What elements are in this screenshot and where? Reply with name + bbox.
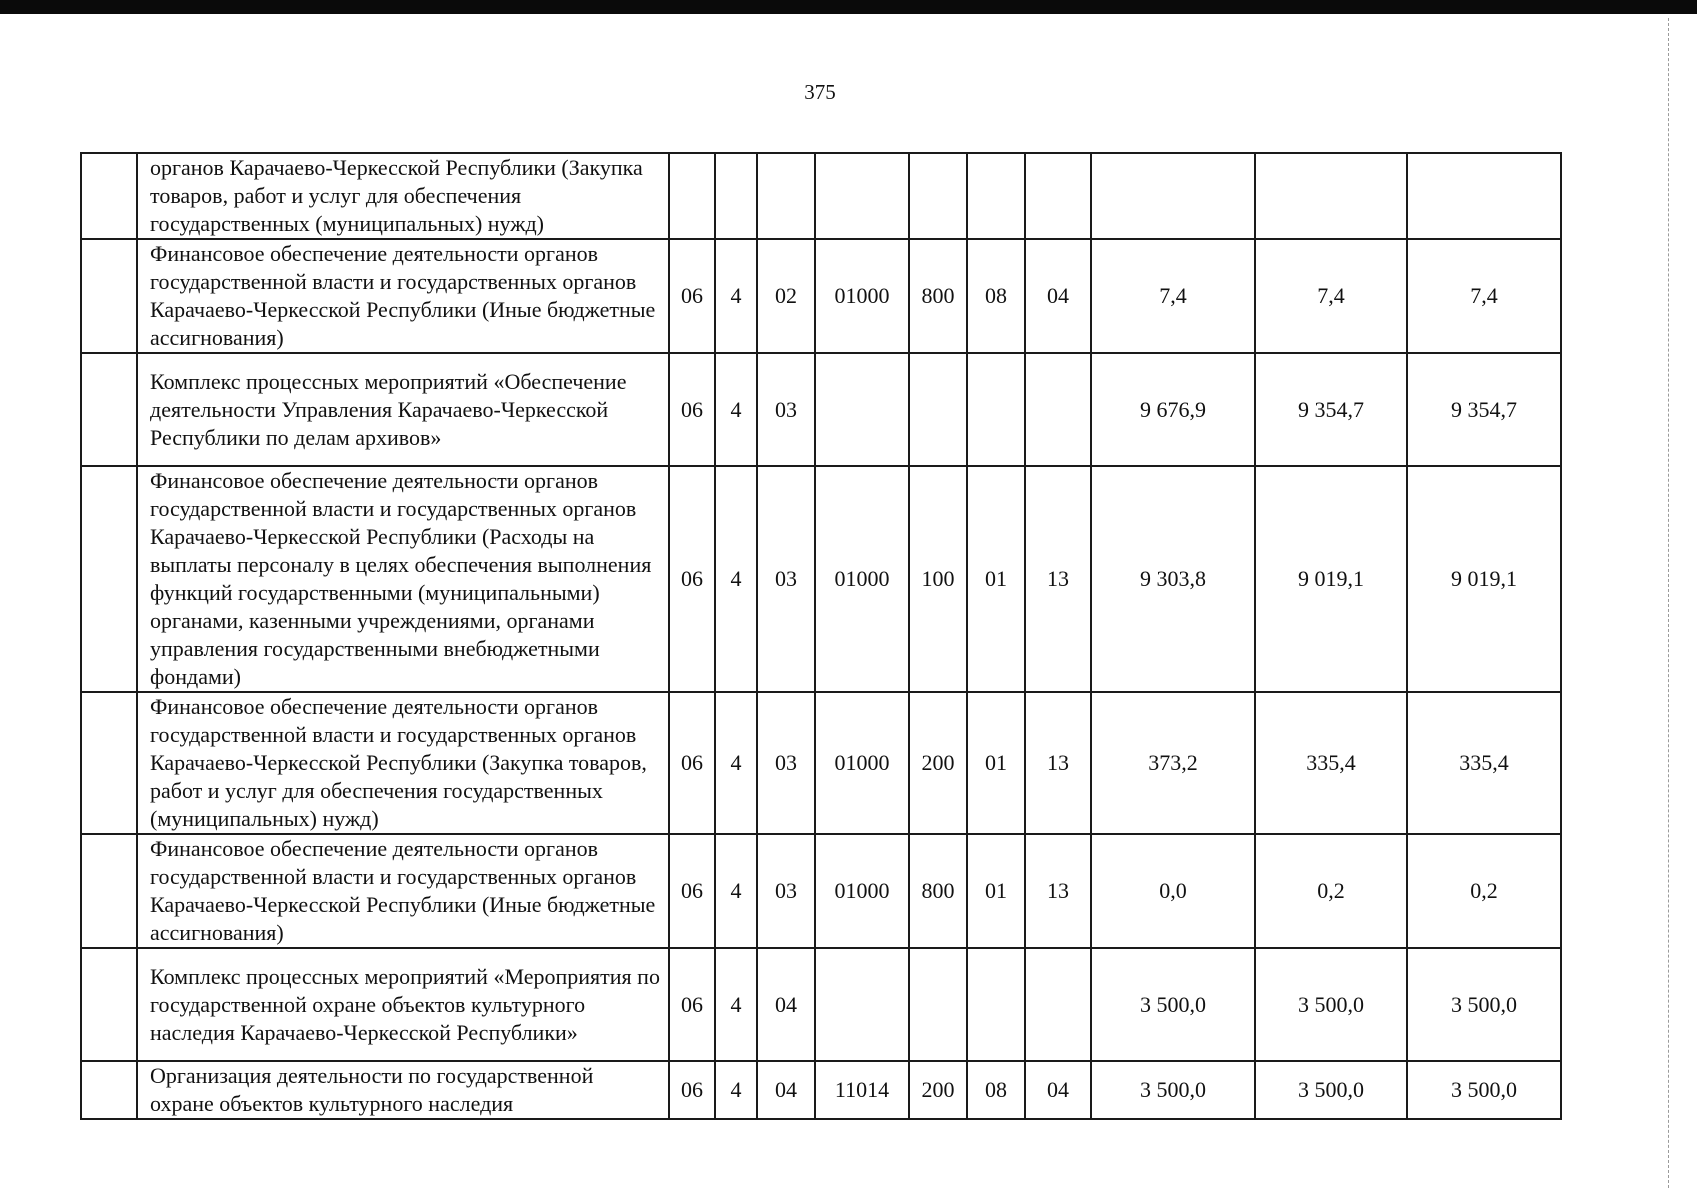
amount-cell-2: 3 500,0 <box>1255 1061 1407 1119</box>
code-cell-3: 03 <box>757 466 815 692</box>
code-cell-5: 800 <box>909 834 967 948</box>
table-row <box>81 834 1561 948</box>
table-row <box>81 692 1561 834</box>
amount-cell-3: 9 019,1 <box>1407 466 1561 692</box>
code-cell-7: 04 <box>1025 1061 1091 1119</box>
amount-cell-3: 0,2 <box>1407 834 1561 948</box>
amount-cell-2: 7,4 <box>1255 239 1407 353</box>
code-cell-1: 06 <box>669 948 715 1061</box>
code-cell-4: 01000 <box>815 692 909 834</box>
amount-cell-3 <box>1407 153 1561 239</box>
code-cell-4: 01000 <box>815 834 909 948</box>
page-number: 375 <box>804 80 836 104</box>
code-cell-6: 01 <box>967 834 1025 948</box>
code-cell-1: 06 <box>669 466 715 692</box>
code-cell-4 <box>815 353 909 466</box>
code-cell-2: 4 <box>715 948 757 1061</box>
row-number-cell <box>81 692 137 834</box>
code-cell-2: 4 <box>715 353 757 466</box>
row-number-cell <box>81 466 137 692</box>
code-cell-1: 06 <box>669 353 715 466</box>
item-name-cell: Комплекс процессных мероприятий «Мероприятия по государственной охране объектов культурного наследия Карачаево-Черкесской Республики» <box>137 948 669 1061</box>
code-cell-3 <box>757 153 815 239</box>
code-cell-2: 4 <box>715 692 757 834</box>
amount-cell-3: 7,4 <box>1407 239 1561 353</box>
code-cell-5 <box>909 948 967 1061</box>
code-cell-1: 06 <box>669 834 715 948</box>
amount-cell-1: 9 676,9 <box>1091 353 1255 466</box>
amount-cell-1: 9 303,8 <box>1091 466 1255 692</box>
code-cell-1: 06 <box>669 692 715 834</box>
amount-cell-3: 9 354,7 <box>1407 353 1561 466</box>
code-cell-7: 13 <box>1025 692 1091 834</box>
code-cell-3: 03 <box>757 353 815 466</box>
code-cell-4 <box>815 153 909 239</box>
table-row <box>81 948 1561 1061</box>
code-cell-1 <box>669 153 715 239</box>
code-cell-4: 01000 <box>815 466 909 692</box>
item-name-cell: Организация деятельности по государственной охране объектов культурного наследия <box>137 1061 669 1119</box>
code-cell-6 <box>967 153 1025 239</box>
amount-cell-2: 0,2 <box>1255 834 1407 948</box>
amount-cell-2 <box>1255 153 1407 239</box>
code-cell-2: 4 <box>715 1061 757 1119</box>
row-number-cell <box>81 239 137 353</box>
item-name-cell: Финансовое обеспечение деятельности органов государственной власти и государственных органов Карачаево-Черкесской Республики (Иные бюджетные ассигнования) <box>137 834 669 948</box>
item-name-cell: органов Карачаево-Черкесской Республики (Закупка товаров, работ и услуг для обеспечения государственных (муниципальных) нужд) <box>137 153 669 239</box>
code-cell-2 <box>715 153 757 239</box>
row-number-cell <box>81 834 137 948</box>
code-cell-2: 4 <box>715 466 757 692</box>
amount-cell-1: 3 500,0 <box>1091 948 1255 1061</box>
code-cell-5 <box>909 153 967 239</box>
amount-cell-1: 373,2 <box>1091 692 1255 834</box>
table-row <box>81 353 1561 466</box>
amount-cell-2: 3 500,0 <box>1255 948 1407 1061</box>
code-cell-6: 08 <box>967 1061 1025 1119</box>
amount-cell-3: 335,4 <box>1407 692 1561 834</box>
row-number-cell <box>81 353 137 466</box>
row-number-cell <box>81 948 137 1061</box>
code-cell-5: 800 <box>909 239 967 353</box>
amount-cell-1: 3 500,0 <box>1091 1061 1255 1119</box>
code-cell-1: 06 <box>669 239 715 353</box>
code-cell-3: 02 <box>757 239 815 353</box>
amount-cell-3: 3 500,0 <box>1407 1061 1561 1119</box>
row-number-cell <box>81 1061 137 1119</box>
code-cell-7 <box>1025 153 1091 239</box>
scan-right-edge <box>1668 18 1669 1188</box>
scan-top-border <box>0 0 1697 14</box>
amount-cell-1 <box>1091 153 1255 239</box>
code-cell-5 <box>909 353 967 466</box>
table-row <box>81 466 1561 692</box>
code-cell-6 <box>967 948 1025 1061</box>
code-cell-3: 03 <box>757 692 815 834</box>
code-cell-6: 01 <box>967 692 1025 834</box>
code-cell-6: 01 <box>967 466 1025 692</box>
code-cell-3: 03 <box>757 834 815 948</box>
code-cell-7 <box>1025 948 1091 1061</box>
amount-cell-2: 9 354,7 <box>1255 353 1407 466</box>
code-cell-2: 4 <box>715 239 757 353</box>
code-cell-7 <box>1025 353 1091 466</box>
item-name-cell: Комплекс процессных мероприятий «Обеспечение деятельности Управления Карачаево-Черкесской Республики по делам архивов» <box>137 353 669 466</box>
amount-cell-1: 7,4 <box>1091 239 1255 353</box>
item-name-cell: Финансовое обеспечение деятельности органов государственной власти и государственных органов Карачаево-Черкесской Республики (Закупка товаров, работ и услуг для обеспечения государственных (муниципальных) нужд) <box>137 692 669 834</box>
amount-cell-1: 0,0 <box>1091 834 1255 948</box>
amount-cell-2: 9 019,1 <box>1255 466 1407 692</box>
budget-table <box>80 152 1562 1120</box>
row-number-cell <box>81 153 137 239</box>
code-cell-3: 04 <box>757 1061 815 1119</box>
item-name-cell: Финансовое обеспечение деятельности органов государственной власти и государственных органов Карачаево-Черкесской Республики (Иные бюджетные ассигнования) <box>137 239 669 353</box>
code-cell-5: 200 <box>909 1061 967 1119</box>
code-cell-4: 01000 <box>815 239 909 353</box>
code-cell-3: 04 <box>757 948 815 1061</box>
table-row <box>81 153 1561 239</box>
code-cell-5: 200 <box>909 692 967 834</box>
code-cell-7: 04 <box>1025 239 1091 353</box>
code-cell-7: 13 <box>1025 466 1091 692</box>
code-cell-6: 08 <box>967 239 1025 353</box>
item-name-cell: Финансовое обеспечение деятельности органов государственной власти и государственных органов Карачаево-Черкесской Республики (Расходы на выплаты персоналу в целях обеспечения выполнения функций государственными (муниципальными) органами, казенными учреждениями, органами управления государственными внебюджетными фондами) <box>137 466 669 692</box>
amount-cell-2: 335,4 <box>1255 692 1407 834</box>
code-cell-2: 4 <box>715 834 757 948</box>
code-cell-4: 11014 <box>815 1061 909 1119</box>
code-cell-7: 13 <box>1025 834 1091 948</box>
code-cell-1: 06 <box>669 1061 715 1119</box>
code-cell-5: 100 <box>909 466 967 692</box>
table-row <box>81 1061 1561 1119</box>
table-row <box>81 239 1561 353</box>
code-cell-4 <box>815 948 909 1061</box>
amount-cell-3: 3 500,0 <box>1407 948 1561 1061</box>
code-cell-6 <box>967 353 1025 466</box>
